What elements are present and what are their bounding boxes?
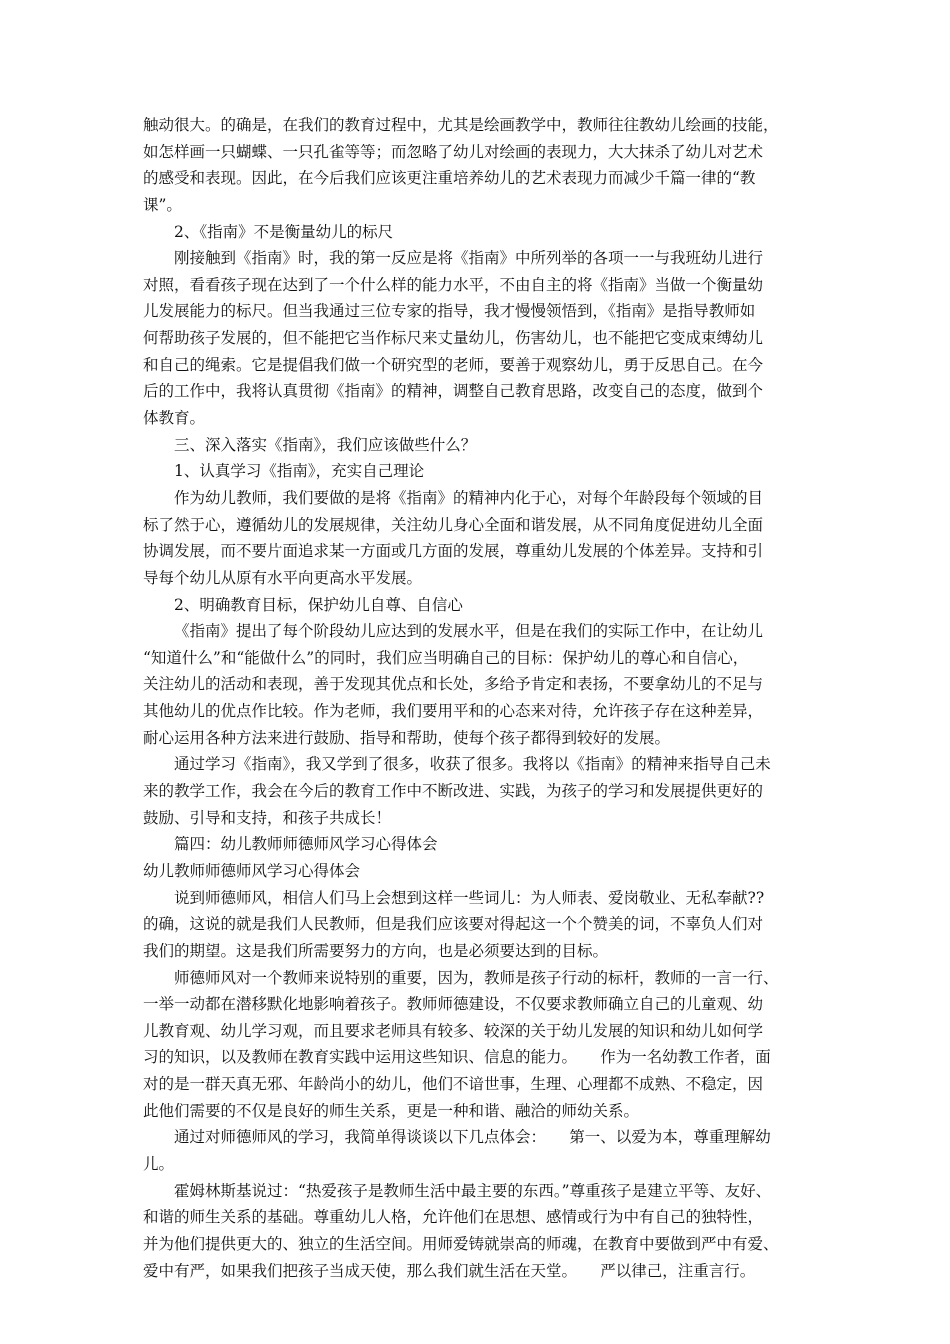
text-line: 一举一动都在潜移默化地影响着孩子。教师师德建设，不仅要求教师确立自己的儿童观、幼 [143, 995, 764, 1014]
text-line: 后的工作中，我将认真贯彻《指南》的精神，调整自己教育思路，改变自己的态度，做到个 [143, 382, 764, 401]
text-line: 篇四：幼儿教师师德师风学习心得体会 [174, 835, 438, 854]
text-line: 关注幼儿的活动和表现，善于发现其优点和长处，多给予肯定和表扬，不要拿幼儿的不足与 [143, 675, 764, 694]
document-body [143, 112, 808, 1284]
text-line: 儿教育观、幼儿学习观，而且要求老师具有较多、较深的关于幼儿发展的知识和幼儿如何学 [143, 1021, 764, 1040]
text-line: 通过学习《指南》，我又学到了很多，收获了很多。我将以《指南》的精神来指导自己未 [174, 755, 771, 774]
text-line: 幼儿教师师德师风学习心得体会 [143, 861, 361, 880]
text-line: 课”。 [143, 195, 182, 214]
text-line: 来的教学工作，我会在今后的教育工作中不断改进、实践，为孩子的学习和发展提供更好的 [143, 782, 764, 801]
text-line: 触动很大。的确是，在我们的教育过程中，尤其是绘画教学中，教师往往教幼儿绘画的技能， [143, 116, 779, 134]
text-line: 对的是一群天真无邪、年龄尚小的幼儿，他们不谙世事，生理、心理都不成熟、不稳定，因 [143, 1075, 764, 1094]
text-line: 三、深入落实《指南》，我们应该做些什么？ [174, 435, 477, 454]
text-line: 和自己的绳索。它是提倡我们做一个研究型的老师，要善于观察幼儿，勇于反思自己。在今 [143, 355, 764, 374]
text-line: 作为幼儿教师，我们要做的是将《指南》的精神内化于心，对每个年龄段每个领域的目 [174, 488, 764, 507]
text-line: 2、明确教育目标，保护幼儿自尊、自信心 [174, 595, 463, 614]
text-line: 爱中有严，如果我们把孩子当成天使，那么我们就生活在天堂。 严以律己，注重言行。 [143, 1261, 756, 1280]
text-line: 师德师风对一个教师来说特别的重要，因为，教师是孩子行动的标杆，教师的一言一行、 [174, 968, 779, 987]
text-line: 我们的期望。这是我们所需要努力的方向，也是必须要达到的目标。 [143, 941, 609, 960]
text-line: 耐心运用各种方法来进行鼓励、指导和帮助，使每个孩子都得到较好的发展。 [143, 728, 671, 747]
text-line: 说到师德师风，相信人们马上会想到这样一些词儿：为人师表、爱岗敬业、无私奉献?? [174, 888, 765, 907]
text-line: 儿发展能力的标尺。但当我通过三位专家的指导，我才慢慢领悟到，《指南》是指导教师如 [143, 302, 756, 321]
text-line: 的确，这说的就是我们人民教师，但是我们应该要对得起这一个个赞美的词，不辜负人们对 [143, 915, 764, 934]
text-line: 霍姆林斯基说过：“热爱孩子是教师生活中最主要的东西。”尊重孩子是建立平等、友好、 [174, 1181, 772, 1200]
text-line: 的感受和表现。因此，在今后我们应该更注重培养幼儿的艺术表现力而减少千篇一律的“教 [143, 169, 756, 188]
text-line: 和谐的师生关系的基础。尊重幼儿人格，允许他们在思想、感情或行为中有自己的独特性， [143, 1208, 764, 1227]
text-line: 导每个幼儿从原有水平向更高水平发展。 [143, 568, 423, 587]
text-line: 刚接触到《指南》时，我的第一反应是将《指南》中所列举的各项一一与我班幼儿进行 [174, 249, 764, 268]
text-line: 并为他们提供更大的、独立的生活空间。用师爱铸就崇高的师魂，在教育中要做到严中有爱、 [143, 1234, 779, 1253]
text-line: 习的知识，以及教师在教育实践中运用这些知识、信息的能力。 作为一名幼教工作者，面 [143, 1048, 771, 1067]
text-line: 1、认真学习《指南》，充实自己理论 [174, 462, 425, 481]
text-line: 儿。 [143, 1154, 175, 1173]
text-line: 《指南》提出了每个阶段幼儿应达到的发展水平，但是在我们的实际工作中，在让幼儿 [174, 622, 764, 641]
text-line: “知道什么”和“能做什么”的同时，我们应当明确自己的目标：保护幼儿的尊心和自信心， [143, 648, 749, 667]
text-line: 此他们需要的不仅是良好的师生关系，更是一种和谐、融洽的师幼关系。 [143, 1101, 640, 1120]
text-line: 对照，看看孩子现在达到了一个什么样的能力水平，不由自主的将《指南》当做一个衡量幼 [143, 275, 764, 294]
text-line: 通过对师德师风的学习，我简单得谈谈以下几点体会： 第一、以爱为本，尊重理解幼 [174, 1128, 771, 1147]
text-line: 何帮助孩子发展的，但不能把它当作标尺来丈量幼儿，伤害幼儿，也不能把它变成束缚幼儿 [143, 329, 764, 348]
text-line: 鼓励、引导和支持，和孩子共成长！ [143, 808, 392, 827]
text-line: 其他幼儿的优点作比较。作为老师，我们要用平和的心态来对待，允许孩子存在这种差异， [143, 702, 764, 721]
text-line: 2、《指南》不是衡量幼儿的标尺 [174, 222, 394, 241]
text-line: 体教育。 [143, 409, 206, 428]
text-line: 协调发展，而不要片面追求某一方面或几方面的发展，尊重幼儿发展的个体差异。支持和引 [143, 542, 764, 561]
text-line: 如怎样画一只蝴蝶、一只孔雀等等；而忽略了幼儿对绘画的表现力，大大抹杀了幼儿对艺术 [143, 142, 764, 161]
text-line: 标了然于心，遵循幼儿的发展规律，关注幼儿身心全面和谐发展，从不同角度促进幼儿全面 [143, 515, 764, 534]
